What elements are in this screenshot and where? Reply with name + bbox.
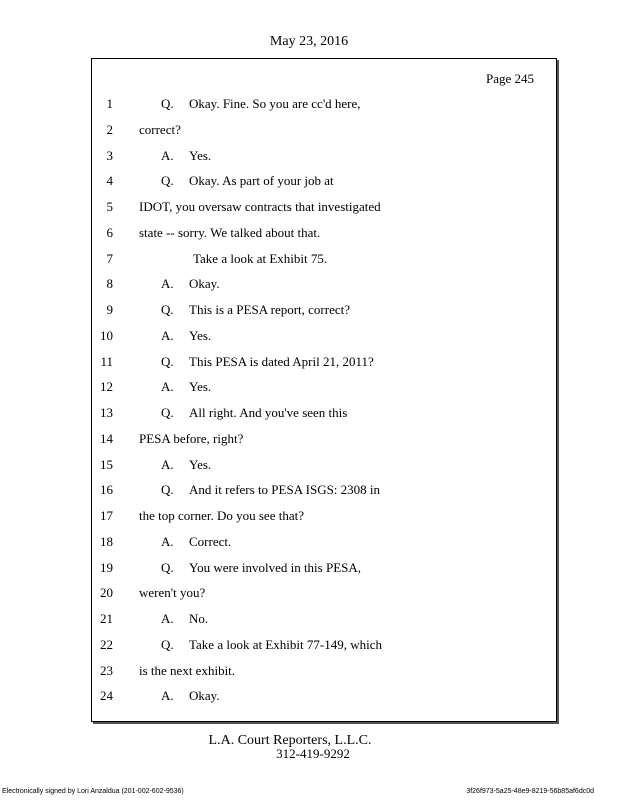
line-number: 9 — [106, 302, 113, 317]
line-text: the top corner. Do you see that? — [139, 508, 304, 523]
speaker-label: Q. — [161, 302, 174, 317]
line-text — [161, 606, 208, 632]
line-text — [161, 374, 211, 400]
line-text — [161, 400, 347, 426]
speaker-label: Q. — [161, 405, 174, 420]
line-body: Okay. — [189, 688, 220, 704]
speaker-label: Q. — [161, 96, 174, 111]
line-number: 5 — [106, 199, 113, 214]
line-number: 4 — [106, 173, 113, 189]
transcript-line — [92, 683, 556, 709]
line-number: 7 — [106, 250, 113, 266]
line-body: Yes. — [189, 379, 212, 395]
line-body: Yes. — [189, 147, 212, 163]
transcript-line — [92, 632, 556, 658]
speaker-label: A. — [161, 276, 174, 292]
line-number: 8 — [106, 276, 113, 292]
line-text — [161, 632, 382, 658]
line-body: Yes. — [189, 456, 212, 472]
transcript-line — [92, 220, 556, 246]
line-number: 10 — [100, 327, 113, 343]
line-number: 23 — [100, 662, 113, 678]
line-number: 20 — [100, 585, 113, 601]
speaker-label: A. — [161, 147, 174, 163]
line-number: 11 — [100, 353, 113, 369]
line-body: This PESA is dated April 21, 2011? — [189, 353, 374, 369]
speaker-label: Q. — [161, 482, 174, 498]
line-number: 14 — [100, 430, 113, 446]
line-number: 16 — [100, 482, 113, 498]
speaker-label: A. — [161, 688, 174, 704]
speaker-label: Q. — [161, 559, 174, 575]
transcript-line — [92, 529, 556, 555]
electronic-signature: Electronically signed by Lori Anzaldua (201-002-602-9536) — [2, 788, 184, 795]
transcript-line — [92, 246, 556, 272]
line-text — [161, 91, 361, 117]
line-text — [161, 529, 231, 555]
speaker-label: A. — [161, 533, 174, 549]
line-number: 15 — [100, 456, 113, 472]
line-text: is the next exhibit. — [139, 662, 236, 678]
line-text — [161, 477, 380, 503]
line-body: No. — [189, 611, 209, 626]
transcript-line — [92, 271, 556, 297]
speaker-label: A. — [161, 456, 174, 472]
transcript-line — [92, 143, 556, 169]
line-text — [161, 168, 334, 194]
court-reporter-phone: 312-419-9292 — [276, 746, 350, 761]
speaker-label: A. — [161, 327, 174, 343]
line-body: You were involved in this PESA, — [189, 559, 362, 575]
line-text: correct? — [139, 121, 181, 137]
line-text: state -- sorry. We talked about that. — [139, 224, 321, 240]
line-number: 17 — [100, 508, 113, 523]
transcript-line — [92, 349, 556, 375]
line-text — [161, 323, 211, 349]
transcript-line — [92, 323, 556, 349]
line-text: weren't you? — [139, 585, 206, 601]
line-number: 24 — [100, 688, 113, 704]
transcript-line — [92, 580, 556, 606]
line-number: 18 — [100, 533, 113, 549]
line-body: All right. And you've seen this — [189, 405, 348, 420]
transcript-line — [92, 117, 556, 143]
speaker-label: A. — [161, 379, 174, 395]
speaker-label: Q. — [161, 353, 174, 369]
line-number: 22 — [100, 636, 113, 652]
line-number: 6 — [106, 224, 113, 240]
transcript-line — [92, 503, 556, 529]
line-text — [161, 271, 220, 297]
line-text — [161, 683, 220, 709]
line-number: 3 — [106, 147, 113, 163]
line-body: Okay. As part of your job at — [189, 173, 334, 189]
transcript-line — [92, 374, 556, 400]
line-body: This is a PESA report, correct? — [189, 302, 351, 317]
line-text — [161, 143, 211, 169]
transcript-line — [92, 426, 556, 452]
transcript-page — [91, 58, 557, 722]
transcript-line — [92, 452, 556, 478]
line-body: Take a look at Exhibit 77-149, which — [189, 636, 382, 652]
line-number: 12 — [100, 379, 113, 395]
transcript-line — [92, 297, 556, 323]
speaker-label: Q. — [161, 173, 174, 189]
document-id: 3f26f973-5a25-48e9-8219-56b85af6dc0d — [466, 788, 594, 795]
line-body: Okay. Fine. So you are cc'd here, — [189, 96, 361, 111]
line-number: 2 — [106, 121, 113, 137]
page-number: Page 245 — [485, 71, 534, 86]
transcript-date: May 23, 2016 — [269, 34, 349, 49]
line-text: IDOT, you oversaw contracts that investigated — [139, 199, 381, 214]
line-number: 21 — [100, 611, 113, 626]
line-body: And it refers to PESA ISGS: 2308 in — [189, 482, 381, 498]
line-text — [161, 452, 211, 478]
transcript-line — [92, 658, 556, 684]
transcript-line — [92, 168, 556, 194]
transcript-line — [92, 91, 556, 117]
transcript-line — [92, 194, 556, 220]
court-reporter-name: L.A. Court Reporters, L.L.C. — [208, 733, 372, 748]
line-text — [161, 349, 374, 375]
transcript-line — [92, 477, 556, 503]
line-number: 1 — [106, 96, 113, 111]
transcript-line — [92, 555, 556, 581]
speaker-label: A. — [161, 611, 174, 626]
line-text — [161, 555, 361, 581]
line-body: Yes. — [189, 327, 212, 343]
transcript-line — [92, 400, 556, 426]
transcript-line — [92, 606, 556, 632]
line-body: Okay. — [189, 276, 220, 292]
line-number: 13 — [100, 405, 113, 420]
transcript-lines — [92, 91, 556, 709]
line-number: 19 — [100, 559, 113, 575]
line-text: Take a look at Exhibit 75. — [193, 250, 328, 266]
line-text: PESA before, right? — [139, 430, 244, 446]
line-body: Correct. — [189, 533, 232, 549]
speaker-label: Q. — [161, 636, 174, 652]
line-text — [161, 297, 350, 323]
